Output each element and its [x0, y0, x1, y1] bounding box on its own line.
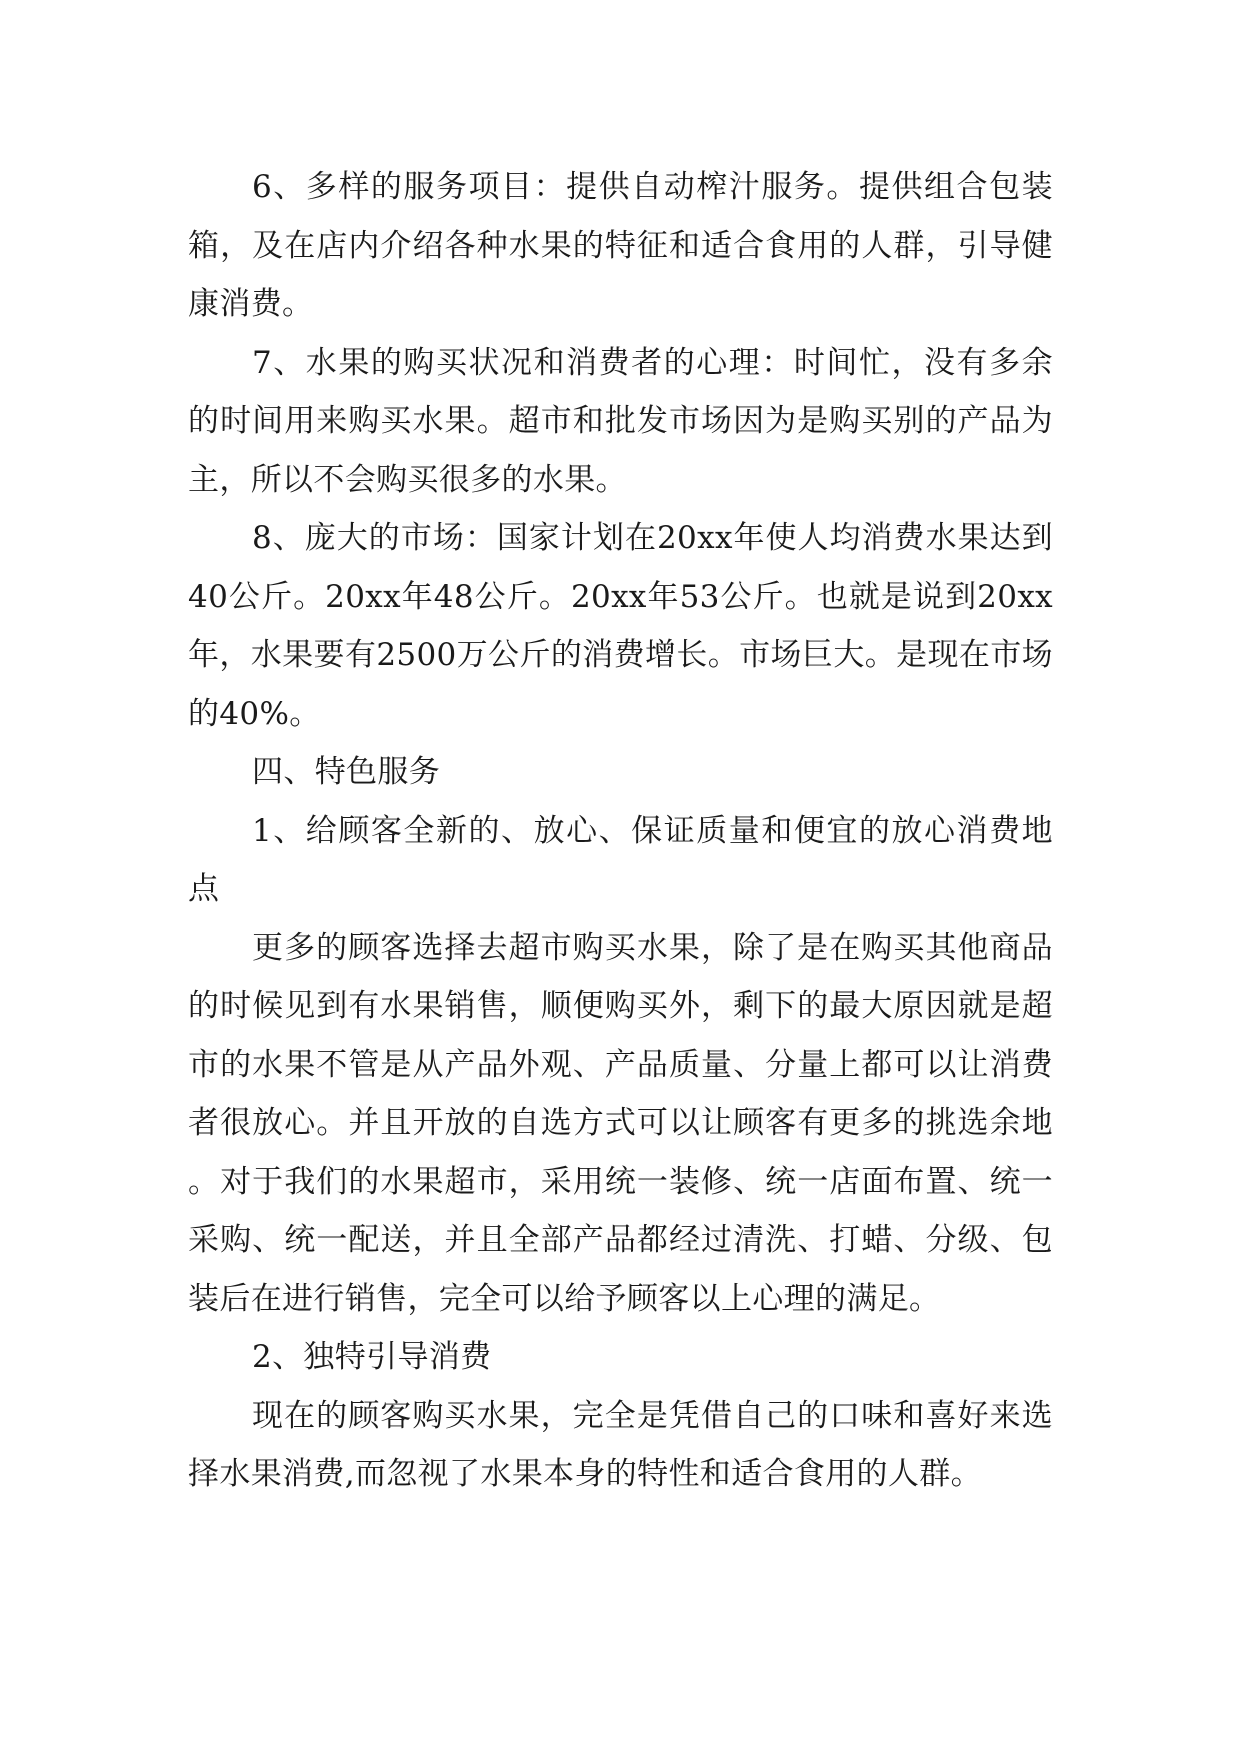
paragraph-point-2-heading: 2、独特引导消费 — [252, 1339, 492, 1375]
paragraph-point-1-heading: 1、给顾客全新的、放心、保证质量和便宜的放心消费地点 — [188, 812, 1053, 907]
document-body — [188, 158, 1053, 1504]
paragraph-supermarket-reasons: 更多的顾客选择去超市购买水果，除了是在购买其他商品的时候见到有水果销售，顺便购买外，剩下的最大原因就是超市的水果不管是从产品外观、产品质量、分量上都可以让消费者很放心。并且开放的自选方式可以让顾客有更多的挑选余地。对于我们的水果超市，采用统一装修、统一店面布置、统一采购、统一配送，并且全部产品都经过清洗、打蜡、分级、包装后在进行销售，完全可以给予顾客以上心理的满足。 — [188, 929, 1053, 1317]
paragraph-market-size: 8、庞大的市场：国家计划在20xx年使人均消费水果达到40公斤。20xx年48公斤。20xx年53公斤。也就是说到20xx年，水果要有2500万公斤的消费增长。市场巨大。是现在市场的40%。 — [188, 520, 1053, 732]
paragraph-consumer-psychology: 7、水果的购买状况和消费者的心理：时间忙，没有多余的时间用来购买水果。超市和批发市场因为是购买别的产品为主，所以不会购买很多的水果。 — [188, 344, 1053, 498]
paragraph-service-items: 6、多样的服务项目：提供自动榨汁服务。提供组合包装箱，及在店内介绍各种水果的特征和适合食用的人群，引导健康消费。 — [188, 169, 1053, 322]
paragraph-guided-consumption: 现在的顾客购买水果，完全是凭借自己的口味和喜好来选择水果消费,而忽视了水果本身的特性和适合食用的人群。 — [188, 1397, 1053, 1492]
section-heading-special-services: 四、特色服务 — [252, 754, 441, 790]
